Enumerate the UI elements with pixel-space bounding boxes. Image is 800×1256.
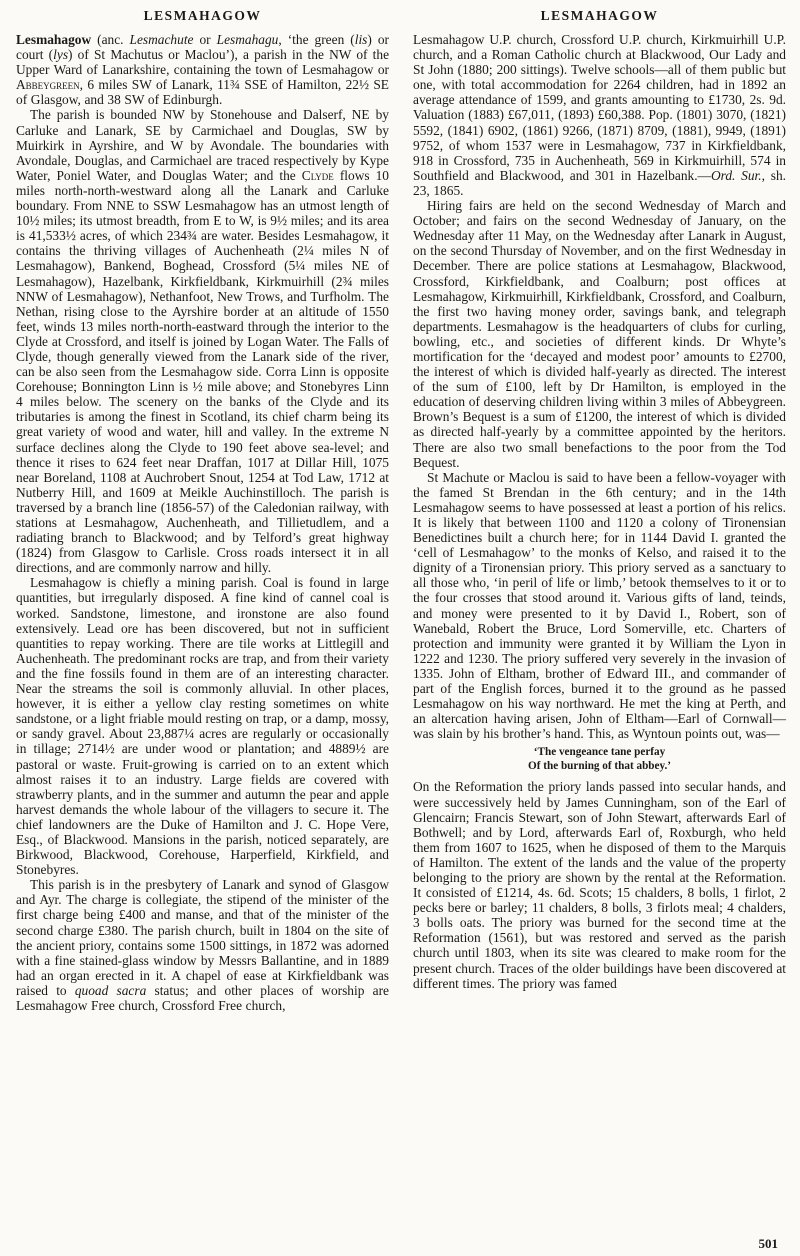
running-head-left: LESMAHAGOW <box>143 8 262 23</box>
verse-quote: ‘The vengeance tane perfay Of the burning of that abbey.’ <box>528 746 671 772</box>
paragraph: Hiring fairs are held on the second Wednesday of March and October; and fairs on the second Wednesday of January, on the Wednesday after 11 May, on the Wednesday after Lanark in August, on the second Thursday of November, and on the first Wednesday in December. There are police stations at Lesmahagow, Blackwood, Crossford, Kirkfieldbank, and Coalburn; post offices at Lesmahagow, Kirkmuirhill, Kirkfieldbank, Crossford, and Coalburn, the first two having money order, savings bank, and telegraph departments. Lesmahagow is the headquarters of clubs for curling, bowling, etc., and societies of different kinds. Dr Whyte’s mortification for the ‘decayed and modest poor’ amounts to £2700, the interest of which is divided half-yearly as directed. The interest of the sum of £100, left by Dr Hamilton, is employed in the education of deserving children living within 3 miles of Abbeygreen. Brown’s Bequest is a sum of £1200, the interest of which is divided as directed half-yearly by a committee appointed by the heritors. There are also two small benefactions to the poor from the Tod Bequest. <box>413 198 786 470</box>
right-column-body <box>413 32 786 991</box>
right-column <box>413 8 786 1256</box>
page-number: 501 <box>758 1236 778 1251</box>
left-column <box>16 8 389 1256</box>
paragraph: This parish is in the presbytery of Lanark and synod of Glasgow and Ayr. The charge is collegiate, the stipend of the minister of the first charge being £400 and manse, and that of the minister of the second charge £380. The parish church, built in 1804 on the site of the ancient priory, contains some 1500 sittings, in 1872 was adorned with a fine stained-glass window by Messrs Ballantine, and in 1889 had an organ erected in it. A chapel of ease at Kirkfieldbank was raised to quoad sacra status; and other places of worship are Lesmahagow Free church, Crossford Free church, <box>16 877 389 1013</box>
paragraph: Lesmahagow U.P. church, Crossford U.P. church, Kirkmuirhill U.P. church, and a Roman Catholic church at Blackwood, Our Lady and St John (1880; 200 sittings). Twelve schools—all of them public but one, with total accommodation for 2264 children, had in 1892 an average attendance of 1599, and grants amounting to £1730, 2s. 9d. Valuation (1883) £67,011, (1893) £60,388. Pop. (1801) 3070, (1821) 5592, (1841) 6902, (1861) 9266, (1871) 8709, (1881), 9949, (1891) 9752, of whom 1537 were in Lesmahagow, 737 in Kirkfieldbank, 918 in Crossford, 735 in Auchenheath, 569 in Kirkmuirhill, 574 in Southfield and Blackwood, and 301 in Hazelbank.—Ord. Sur., sh. 23, 1865. <box>413 32 787 198</box>
paragraph: Lesmahagow is chiefly a mining parish. Coal is found in large quantities, but irregularly disposed. A fine kind of cannel coal is worked. Sandstone, limestone, and ironstone are also found extensively. Lead ore has been discovered, but not in sufficient quantities to repay working. There are tile works at Littlegill and Auchenheath. The predominant rocks are trap, and from their variety and the fine fossils found in them are of an interesting character. Near the streams the soil is commonly alluvial. In other places, however, it is either a yellow clay resting sometimes on white sandstone, or a light friable mould resting on trap, or a damp, mossy, or sandy gravel. About 23,887¼ acres are regularly or occasionally in tillage; 2714½ are under wood or plantation; and 4889½ are pastoral or waste. Fruit-growing is carried on to an extent which almost raises it to an industry. Large fields are covered with strawberry plants, and in the summer and autumn the pear and apple harvest demands the whole labour of the villagers to secure it. The chief landowners are the Duke of Hamilton and J. C. Hope Vere, Esq., of Blackwood. Mansions in the parish, noticed separately, are Birkwood, Blackwood, Corehouse, Harperfield, Kirkfield, and Stonebyres. <box>16 575 389 878</box>
paragraph: On the Reformation the priory lands passed into secular hands, and were successively held by James Cunningham, son of the Earl of Glencairn; Francis Stewart, son of John Stewart, afterwards Earl of Bothwell; and by Lord, afterwards Earl of, Roxburgh, who held them from 1607 to 1625, when he disposed of them to the Marquis of Hamilton. The extent of the lands and the value of the property belonging to the priory are shown by the rental at the Reformation. It consisted of £1214, 4s. 6d. Scots; 15 chalders, 8 bolls, 1 firlot, 2 pecks bere or barley; 11 chalders, 8 bolls, 3 firlots meal; 4 chalders, 3 bolls oats. The priory was burned for the second time at the Reformation (1561), but was restored and served as the parish church until 1803, when its site was cleared to make room for the present church. Traces of the older buildings have been discovered at different times. The priory was famed <box>413 779 786 991</box>
two-column-layout <box>16 8 786 1256</box>
paragraph: The parish is bounded NW by Stonehouse and Dalserf, NE by Carluke and Lanark, SE by Carmichael and Douglas, SW by Muirkirk in Ayrshire, and W by Avondale. The boundaries with Avondale, Douglas, and Carmichael are traced respectively by Kype Water, Poniel Water, and Douglas Water; and the Clyde flows 10 miles north-north-westward along all the Lanark and Carluke boundary. From NNE to SSW Lesmahagow has an utmost length of 10½ miles; its utmost breadth, from E to W, is 9½ miles; and its area is 41,533½ acres, of which 234¾ are water. Besides Lesmahagow, it contains the thriving villages of Auchenheath (2¼ miles N of Lesmahagow), Bankend, Boghead, Crossford (5¼ miles NE of Lesmahagow), Hazelbank, Kirkfieldbank, Kirkmuirhill (2¾ miles NNW of Lesmahagow), Nethanfoot, New Trows, and Turfholm. The Nethan, rising close to the Ayrshire border at an altitude of 1550 feet, winds 13 miles north-north-eastward through the interior to the Clyde at Crossford, and itself is joined by Logan Water. The Falls of Clyde, though generally viewed from the Lanark side of the river, can be also seen from the Lesmahagow side. Corra Linn is opposite Corehouse; Bonnington Linn is ½ mile above; and Stonebyres Linn 4 miles below. The scenery on the banks of the Clyde and its tributaries is among the finest in Scotland, its chief charm being its great variety of wood and water, hill and valley. In the extreme N surface declines along the Clyde to 190 feet above sea-level; and thence it rises to 624 feet near Draffan, 1017 at Dillar Hill, 1075 near Boreland, 1108 at Auchrobert Snout, 1254 at Tod Law, 1712 at Nutberry Hill, and 1609 at Meikle Auchinstilloch. The parish is traversed by a branch line (1856-57) of the Caledonian railway, with stations at Lesmahagow, Auchenheath, and Tillietudlem, and a radiating branch to Blackwood; and by Telford’s great highway (1824) from Glasgow to Carlisle. Cross roads intersect it in all directions, and are commonly narrow and hilly. <box>16 107 389 576</box>
running-head-right: LESMAHAGOW <box>540 8 659 23</box>
paragraph: Lesmahagow (anc. Lesmachute or Lesmahagu, ‘the green (lis) or court (lys) of St Machutus or Maclou’), a parish in the NW of the Upper Ward of Lanarkshire, containing the town of Lesmahagow or Abbeygreen, 6 miles SW of Lanark, 11¾ SSE of Hamilton, 22½ SE of Glasgow, and 38 SW of Edinburgh. <box>16 32 390 108</box>
paragraph: St Machute or Maclou is said to have been a fellow-voyager with the famed St Brendan in the 6th century; and in the 14th Lesmahagow seems to have possessed at least a portion of his relics. It is likely that between 1100 and 1120 a colony of Tironensian Benedictines built a church here; for in 1144 David I. granted the ‘cell of Lesmahagow’ to the monks of Kelso, and raised it to the dignity of a Tironensian priory. This priory served as a sanctuary to all those who, ‘in peril of life or limb,’ betook themselves to it or to the four crosses that stood around it. Various gifts of land, teinds, and money were presented to it by David I., Robert, son of Wanebald, Robert the Bruce, Lord Somerville, etc. Charters of protection and immunity were granted it by William the Lyon in 1222 and 1230. The priory suffered very severely in the invasion of 1335. John of Eltham, brother of Edward III., and commander of part of the English forces, burned it to the ground as he passed Lesmahagow on his way northward. He met the king at Perth, and an altercation having arisen, John of Eltham—Earl of Cornwall—was slain by his brother’s hand. This, as Wyntoun points out, was— <box>413 469 786 742</box>
left-column-body <box>16 32 389 1013</box>
